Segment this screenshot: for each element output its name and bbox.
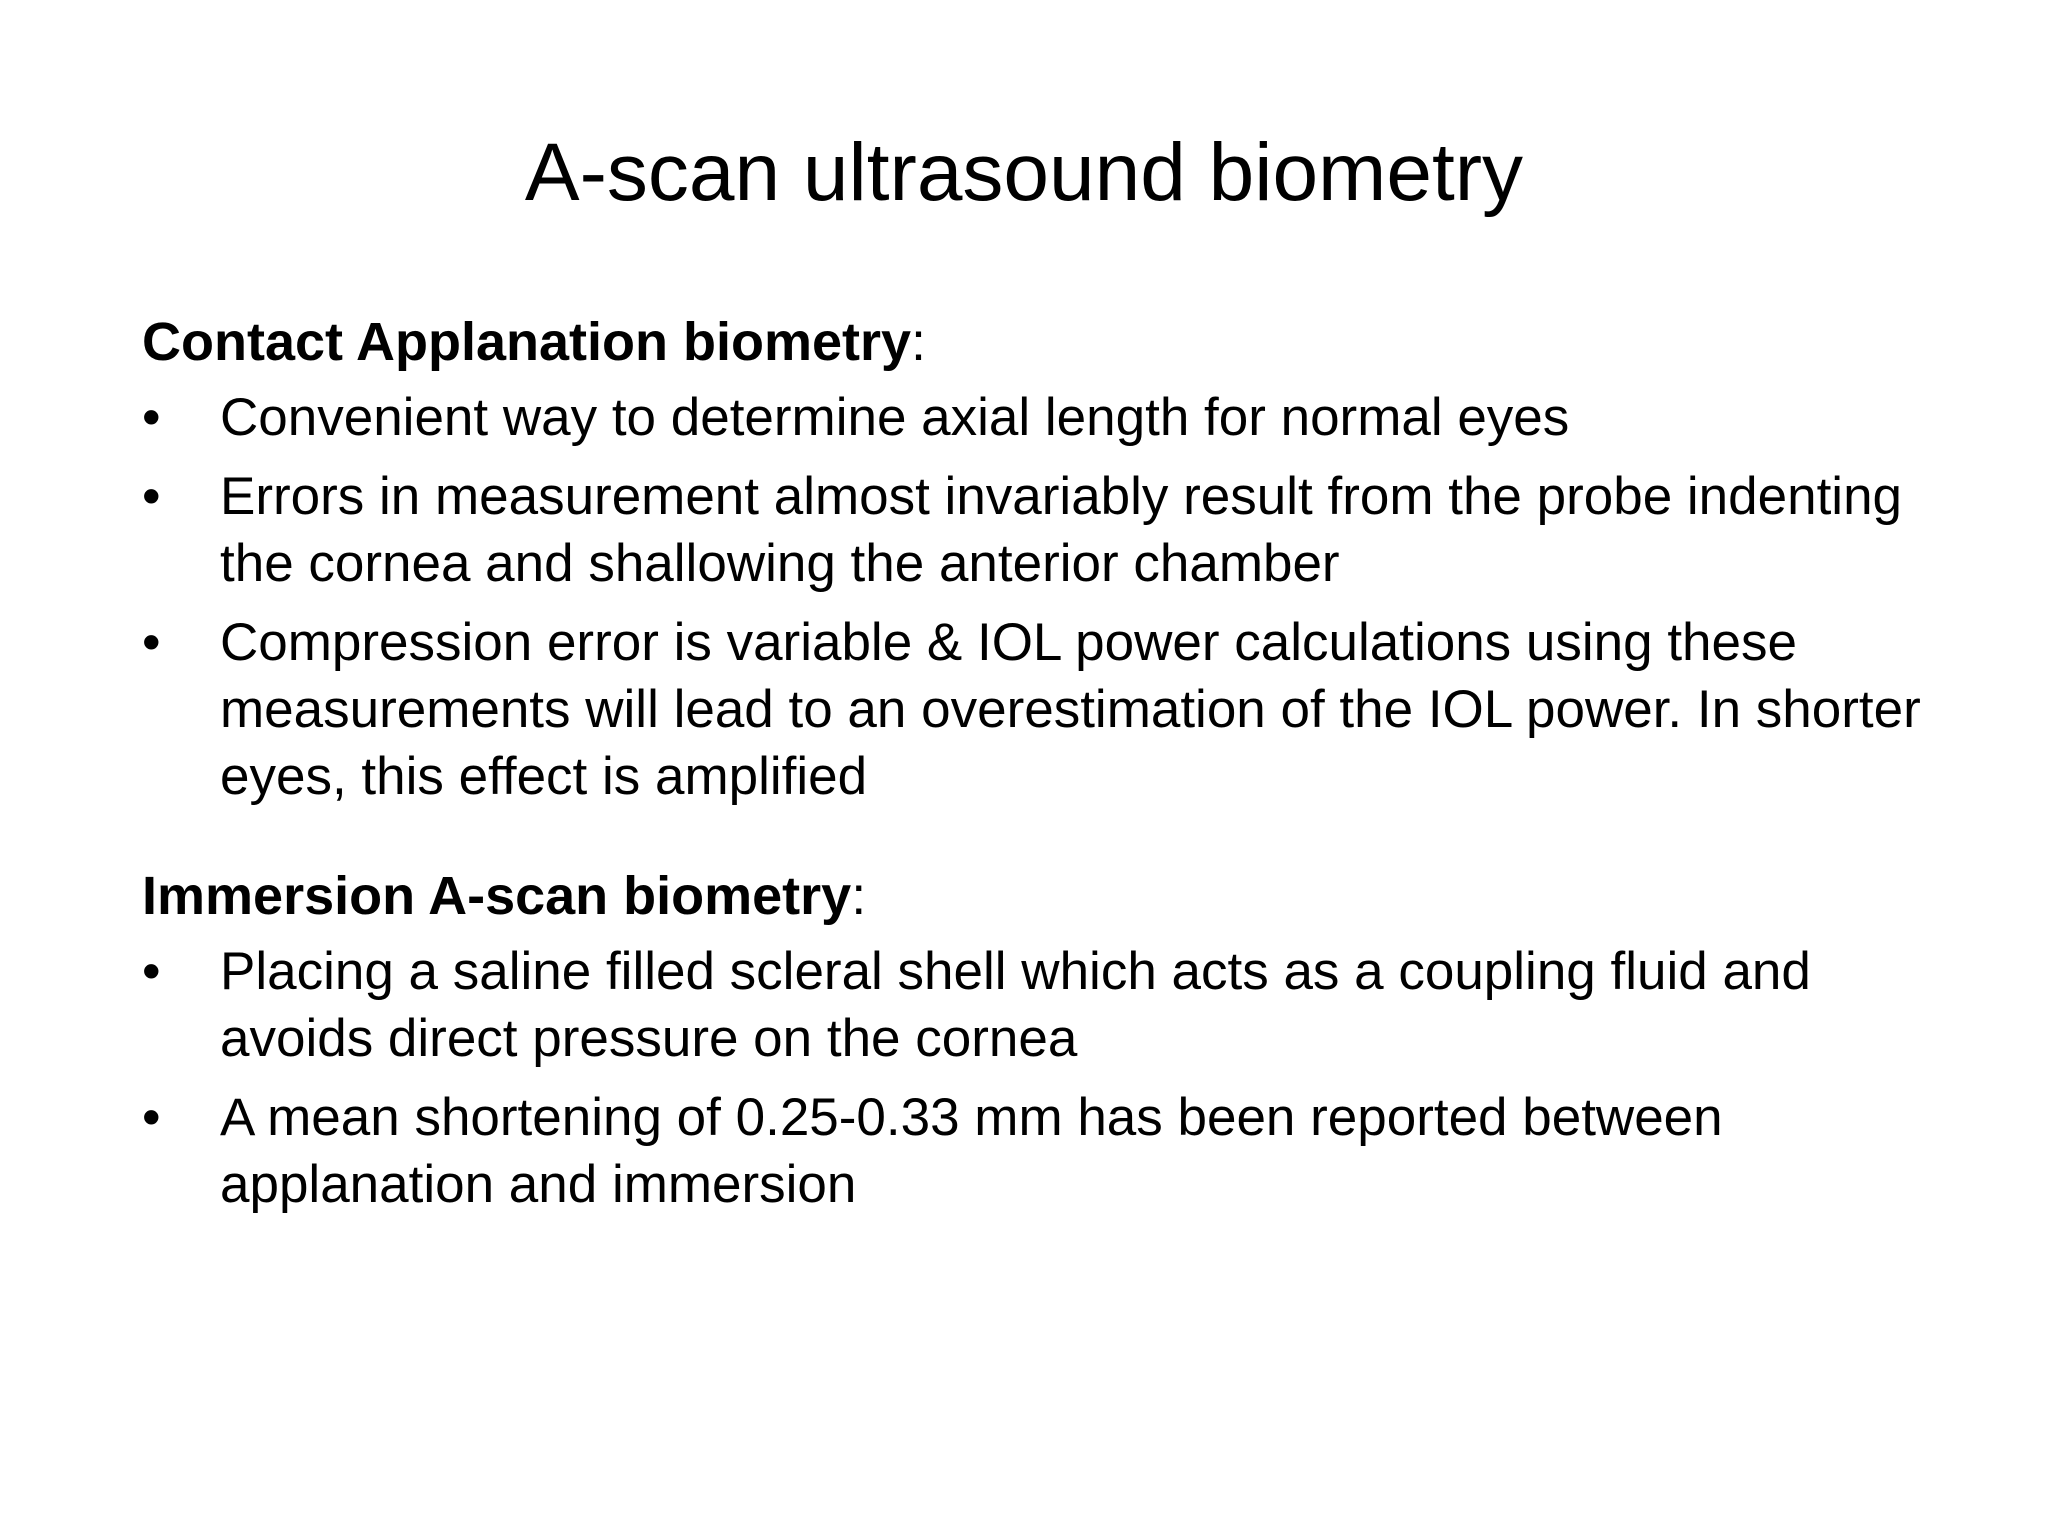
section-contact-applanation <box>142 302 1972 810</box>
bullet-text: Placing a saline filled scleral shell which acts as a coupling fluid and avoids direct pressure on the cornea <box>220 942 1811 1068</box>
bullet-item <box>142 463 1972 597</box>
bullet-item <box>142 609 1972 810</box>
section-heading <box>142 302 1972 382</box>
bullet-text: Convenient way to determine axial length for normal eyes <box>220 388 1570 447</box>
slide-title: A-scan ultrasound biometry <box>524 127 1524 218</box>
bullet-icon: • <box>142 388 161 447</box>
bullet-item <box>142 938 1972 1072</box>
slide-content <box>142 302 1972 1230</box>
bullet-icon: • <box>142 613 161 672</box>
section-heading-text: Contact Applanation biometry <box>142 312 912 372</box>
bullet-text: A mean shortening of 0.25-0.33 mm has been reported between applanation and immersion <box>220 1088 1723 1214</box>
bullet-list <box>142 938 1972 1218</box>
bullet-icon: • <box>142 942 161 1001</box>
section-heading <box>142 856 1972 936</box>
bullet-list <box>142 384 1972 810</box>
section-heading-text: Immersion A-scan biometry <box>142 866 852 926</box>
bullet-item <box>142 1084 1972 1218</box>
section-heading-colon: : <box>911 312 927 372</box>
bullet-icon: • <box>142 1088 161 1147</box>
bullet-icon: • <box>142 467 161 526</box>
bullet-item <box>142 384 1972 451</box>
section-heading-colon: : <box>851 866 867 926</box>
section-immersion <box>142 856 1972 1218</box>
bullet-text: Compression error is variable & IOL power calculations using these measurements will lead to an overestimation of the IOL power. In shorter eyes, this effect is amplified <box>220 613 1921 806</box>
bullet-text: Errors in measurement almost invariably result from the probe indenting the cornea and shallowing the anterior chamber <box>220 467 1903 593</box>
